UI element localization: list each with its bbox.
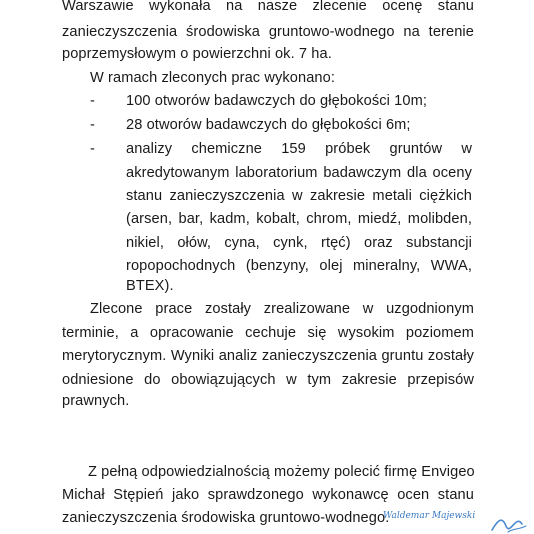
paragraph-2-line-4: odniesione do obowiązujących w tym zakresie przepisów — [62, 372, 474, 388]
bullet-1-text: 100 otworów badawczych do głębokości 10m; — [126, 93, 428, 109]
signature-scribble-icon — [488, 508, 528, 534]
paragraph-2-line-1: Zlecone prace zostały zrealizowane w uzgodnionym — [90, 301, 474, 317]
paragraph-3-line-3: zanieczyszczenia środowiska gruntowo-wodnego. — [62, 510, 390, 526]
paragraph-1-line-2: zanieczyszczenia środowiska gruntowo-wodnego na terenie — [62, 24, 474, 40]
bullet-3-line-5: nikiel, ołów, cyna, cynk, rtęć) oraz substancji — [126, 235, 472, 251]
paragraph-3-line-2: Michał Stępień jako sprawdzonego wykonawcę ocen stanu — [62, 487, 474, 503]
bullet-3-line-2: akredytowanym laboratorium badawczym dla oceny — [126, 165, 472, 181]
bullet-3-line-6: ropopochodnych (benzyny, olej mineralny, WWA, — [126, 258, 472, 274]
signature-stamp: Waldemar Majewski — [383, 511, 476, 521]
paragraph-1-line-1: Warszawie wykonała na nasze zlecenie ocenę stanu — [62, 0, 474, 14]
bullet-3-line-3: stanu zanieczyszczenia w zakresie metali ciężkich — [126, 188, 472, 204]
bullet-3-line-4: (arsen, bar, kadm, kobalt, chrom, miedź, molibden, — [126, 211, 472, 227]
paragraph-2-line-5: prawnych. — [62, 393, 130, 409]
paragraph-2-line-3: merytorycznym. Wyniki analiz zanieczyszczenia gruntu zostały — [62, 348, 474, 364]
bullet-3-line-1: analizy chemiczne 159 próbek gruntów w — [126, 141, 472, 157]
paragraph-1-line-3: poprzemysłowym o powierzchni ok. 7 ha. — [62, 46, 332, 62]
bullet-dash: - — [90, 141, 95, 157]
bullet-dash: - — [90, 93, 95, 109]
bullet-dash: - — [90, 117, 95, 133]
bullet-3-line-7: BTEX). — [126, 278, 174, 294]
intro-line: W ramach zleconych prac wykonano: — [90, 70, 336, 86]
paragraph-3-line-1: Z pełną odpowiedzialnością możemy polecić firmę Envigeo — [88, 464, 475, 480]
paragraph-2-line-2: terminie, a opracowanie cechuje się wysokim poziomem — [62, 325, 474, 341]
bullet-2-text: 28 otworów badawczych do głębokości 6m; — [126, 117, 411, 133]
